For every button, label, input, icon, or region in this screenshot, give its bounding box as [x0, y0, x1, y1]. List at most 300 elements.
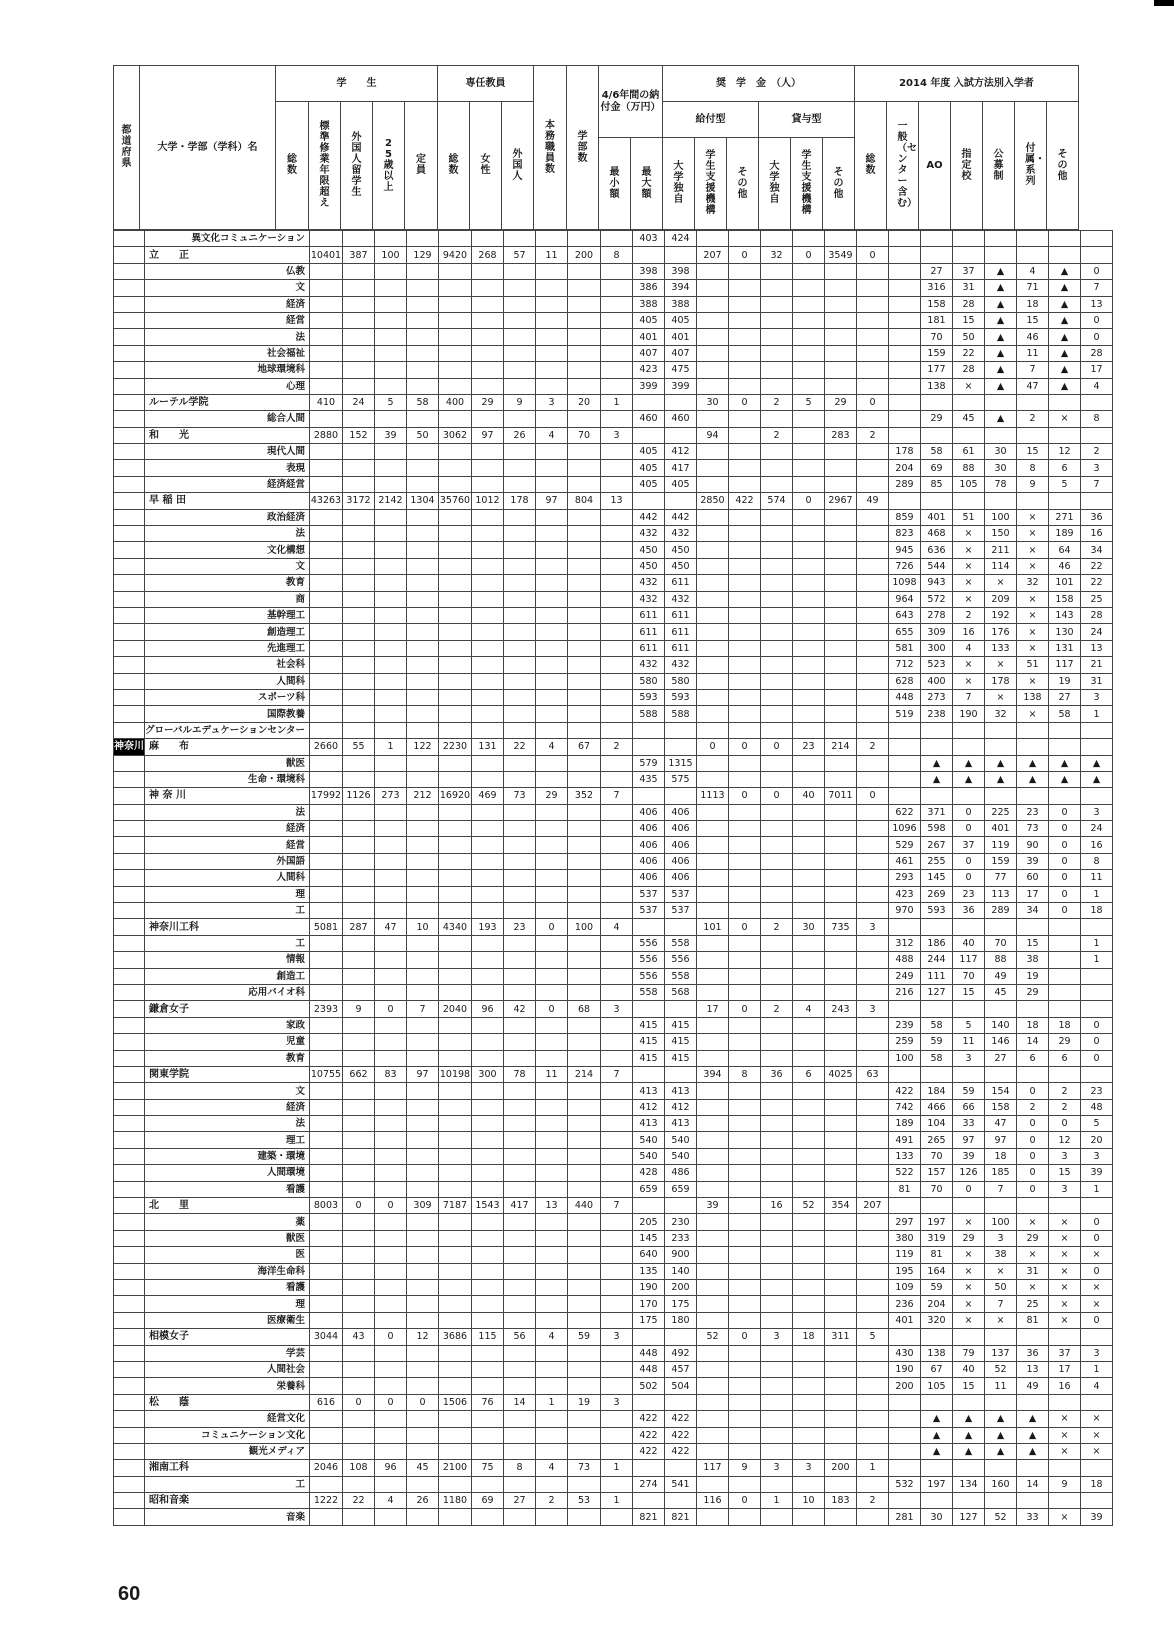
prefecture-cell — [114, 1198, 145, 1214]
data-cell — [792, 1427, 824, 1443]
data-cell — [406, 935, 438, 951]
data-cell — [374, 1443, 406, 1459]
data-cell — [856, 1099, 888, 1115]
data-cell — [567, 1214, 600, 1230]
data-cell: 13 — [535, 1198, 567, 1214]
data-cell — [471, 329, 503, 345]
data-cell: 405 — [632, 444, 664, 460]
data-cell — [920, 1329, 952, 1345]
data-cell: 289 — [984, 903, 1016, 919]
data-cell — [600, 542, 632, 558]
data-cell: 0 — [1048, 1116, 1080, 1132]
data-cell — [760, 673, 792, 689]
data-cell: 468 — [920, 526, 952, 542]
data-cell: 59 — [920, 1280, 952, 1296]
data-cell — [406, 1148, 438, 1164]
data-cell — [984, 427, 1016, 443]
data-cell: 406 — [632, 837, 664, 853]
data-cell — [952, 1198, 984, 1214]
data-cell — [760, 755, 792, 771]
department-row — [114, 1214, 1113, 1230]
data-cell: 3 — [1080, 689, 1112, 705]
data-cell — [792, 1476, 824, 1492]
data-cell — [888, 1198, 920, 1214]
data-cell — [824, 1116, 856, 1132]
data-cell — [309, 1099, 342, 1115]
data-cell — [309, 362, 342, 378]
data-cell — [600, 280, 632, 296]
data-cell — [535, 312, 567, 328]
data-cell: 432 — [664, 591, 696, 607]
data-cell — [503, 706, 535, 722]
department-name: 学芸 — [145, 1345, 310, 1361]
data-cell: 18 — [792, 1329, 824, 1345]
data-cell — [438, 1509, 471, 1525]
data-cell: 146 — [984, 1034, 1016, 1050]
data-cell — [824, 903, 856, 919]
data-cell: 556 — [664, 952, 696, 968]
data-cell: 48 — [1080, 1099, 1112, 1115]
data-cell — [696, 1411, 728, 1427]
data-cell: × — [1048, 1280, 1080, 1296]
data-cell: 406 — [632, 870, 664, 886]
data-cell: 51 — [1016, 657, 1048, 673]
department-name: 薬 — [145, 1214, 310, 1230]
data-cell — [309, 1361, 342, 1377]
data-cell: 3 — [535, 394, 567, 410]
data-cell — [406, 411, 438, 427]
data-cell — [374, 624, 406, 640]
data-cell: 7 — [952, 689, 984, 705]
data-cell: 423 — [632, 362, 664, 378]
data-cell — [600, 1247, 632, 1263]
staff-header: 本務職員数 — [534, 66, 567, 230]
data-cell: 17 — [1048, 1361, 1080, 1377]
department-name: 観光メディア — [145, 1443, 310, 1459]
data-cell: 81 — [920, 1247, 952, 1263]
data-cell — [374, 722, 406, 738]
data-cell: 39 — [1080, 1509, 1112, 1525]
data-cell — [374, 575, 406, 591]
data-cell — [342, 935, 374, 951]
data-cell: 47 — [374, 919, 406, 935]
data-cell — [856, 886, 888, 902]
data-cell — [535, 280, 567, 296]
data-cell — [309, 1083, 342, 1099]
data-cell — [342, 804, 374, 820]
data-cell — [632, 394, 664, 410]
data-cell — [374, 771, 406, 787]
data-cell — [567, 837, 600, 853]
data-cell: 522 — [888, 1165, 920, 1181]
data-cell: 413 — [632, 1083, 664, 1099]
data-cell — [342, 526, 374, 542]
data-cell — [792, 804, 824, 820]
department-name: 獣医 — [145, 1230, 310, 1246]
data-cell: 432 — [632, 526, 664, 542]
data-cell: 0 — [760, 739, 792, 755]
data-cell: 233 — [664, 1230, 696, 1246]
data-cell — [406, 755, 438, 771]
data-cell — [728, 1116, 760, 1132]
data-cell: 36 — [1080, 509, 1112, 525]
data-cell — [728, 1247, 760, 1263]
data-cell: × — [1048, 1247, 1080, 1263]
data-cell: 1 — [1080, 952, 1112, 968]
data-cell — [888, 1411, 920, 1427]
university-name: 神奈川工科 — [145, 919, 310, 935]
data-cell: 611 — [664, 640, 696, 656]
data-cell — [824, 657, 856, 673]
data-cell — [792, 509, 824, 525]
data-cell — [952, 247, 984, 263]
data-cell — [438, 673, 471, 689]
data-cell: 422 — [664, 1443, 696, 1459]
data-cell — [760, 476, 792, 492]
data-cell — [374, 1116, 406, 1132]
data-cell — [792, 1083, 824, 1099]
data-cell — [760, 444, 792, 460]
data-cell — [471, 526, 503, 542]
data-cell — [856, 1083, 888, 1099]
data-cell: 491 — [888, 1132, 920, 1148]
data-cell: 532 — [888, 1476, 920, 1492]
data-cell — [1016, 1198, 1048, 1214]
data-cell: 244 — [920, 952, 952, 968]
data-cell — [438, 1116, 471, 1132]
data-cell: × — [952, 1296, 984, 1312]
data-cell — [471, 1378, 503, 1394]
data-cell — [696, 1034, 728, 1050]
data-cell: × — [1016, 607, 1048, 623]
data-cell — [600, 1509, 632, 1525]
data-cell: 0 — [1080, 1263, 1112, 1279]
department-row — [114, 1509, 1113, 1525]
data-cell: 5081 — [309, 919, 342, 935]
data-cell — [792, 1034, 824, 1050]
data-cell: 53 — [567, 1493, 600, 1509]
data-cell — [728, 526, 760, 542]
prefecture-cell — [114, 558, 145, 574]
data-cell: 3172 — [342, 493, 374, 509]
data-cell — [856, 837, 888, 853]
data-cell — [438, 378, 471, 394]
data-cell — [792, 263, 824, 279]
data-cell — [952, 1066, 984, 1082]
data-cell — [374, 640, 406, 656]
data-cell — [984, 493, 1016, 509]
data-cell — [374, 444, 406, 460]
data-cell — [309, 312, 342, 328]
data-cell: 400 — [438, 394, 471, 410]
data-cell: 611 — [632, 624, 664, 640]
data-cell: 0 — [1016, 1165, 1048, 1181]
department-name: 人間科 — [145, 673, 310, 689]
data-cell — [824, 821, 856, 837]
data-cell — [1080, 427, 1112, 443]
data-cell — [664, 722, 696, 738]
data-cell: 387 — [342, 247, 374, 263]
data-cell: × — [1016, 542, 1048, 558]
data-cell: 380 — [888, 1230, 920, 1246]
data-cell — [792, 296, 824, 312]
data-cell — [600, 378, 632, 394]
data-cell: 1096 — [888, 821, 920, 837]
data-cell — [984, 1066, 1016, 1082]
data-cell — [696, 1280, 728, 1296]
data-cell: 293 — [888, 870, 920, 886]
data-cell: 410 — [309, 394, 342, 410]
data-cell: 2 — [856, 427, 888, 443]
data-cell: 394 — [664, 280, 696, 296]
data-cell — [567, 444, 600, 460]
data-cell: 450 — [632, 542, 664, 558]
data-cell — [952, 1460, 984, 1476]
data-cell — [438, 903, 471, 919]
data-cell — [471, 1263, 503, 1279]
data-cell — [792, 755, 824, 771]
data-cell — [567, 1230, 600, 1246]
data-cell — [888, 788, 920, 804]
data-cell — [728, 1034, 760, 1050]
data-cell — [792, 640, 824, 656]
data-cell: 6 — [792, 1066, 824, 1082]
prefecture-cell — [114, 296, 145, 312]
data-cell — [471, 263, 503, 279]
data-cell — [760, 624, 792, 640]
data-cell — [1048, 247, 1080, 263]
col-exam-general: 一般（センター含む） — [887, 102, 919, 230]
prefecture-cell — [114, 476, 145, 492]
data-cell — [374, 460, 406, 476]
data-cell — [600, 558, 632, 574]
data-cell — [471, 1476, 503, 1492]
data-cell — [374, 1296, 406, 1312]
data-cell — [856, 280, 888, 296]
data-cell — [824, 575, 856, 591]
data-cell — [760, 607, 792, 623]
data-cell: × — [952, 575, 984, 591]
data-cell: 5 — [1080, 1116, 1112, 1132]
data-cell: 1 — [1080, 935, 1112, 951]
data-cell: 823 — [888, 526, 920, 542]
data-cell: 190 — [952, 706, 984, 722]
department-name: 経営 — [145, 312, 310, 328]
data-cell: ▲ — [984, 1427, 1016, 1443]
data-cell — [342, 706, 374, 722]
data-cell: 45 — [406, 1460, 438, 1476]
data-cell — [792, 821, 824, 837]
data-cell: 67 — [567, 739, 600, 755]
department-row — [114, 1034, 1113, 1050]
prefecture-cell — [114, 1411, 145, 1427]
data-cell: 1098 — [888, 575, 920, 591]
data-cell — [728, 1198, 760, 1214]
data-cell — [438, 1427, 471, 1443]
data-cell — [406, 1427, 438, 1443]
department-row — [114, 624, 1113, 640]
data-cell — [535, 1132, 567, 1148]
data-cell — [792, 1165, 824, 1181]
data-cell — [567, 460, 600, 476]
department-name: 家政 — [145, 1017, 310, 1033]
prefecture-cell — [114, 493, 145, 509]
data-cell: 628 — [888, 673, 920, 689]
data-cell — [471, 1034, 503, 1050]
data-cell — [503, 312, 535, 328]
data-cell — [600, 1034, 632, 1050]
data-cell: 96 — [374, 1460, 406, 1476]
data-cell: 39 — [1016, 853, 1048, 869]
data-cell — [406, 952, 438, 968]
data-cell — [374, 968, 406, 984]
data-cell: 2967 — [824, 493, 856, 509]
data-cell — [824, 460, 856, 476]
data-cell: 104 — [920, 1116, 952, 1132]
data-cell — [856, 362, 888, 378]
department-name: 法 — [145, 329, 310, 345]
data-cell — [856, 607, 888, 623]
data-cell — [664, 247, 696, 263]
data-cell — [760, 378, 792, 394]
data-cell — [438, 624, 471, 640]
data-cell: 0 — [856, 394, 888, 410]
data-cell — [696, 837, 728, 853]
data-cell — [856, 1132, 888, 1148]
data-cell — [567, 1411, 600, 1427]
data-cell — [471, 607, 503, 623]
data-cell — [438, 853, 471, 869]
data-cell: 11 — [535, 247, 567, 263]
data-cell: 2100 — [438, 1460, 471, 1476]
data-cell — [696, 657, 728, 673]
data-cell — [600, 575, 632, 591]
data-cell — [728, 903, 760, 919]
data-cell — [792, 1312, 824, 1328]
data-cell — [760, 1280, 792, 1296]
data-cell — [309, 1280, 342, 1296]
data-cell: × — [952, 673, 984, 689]
data-cell — [760, 903, 792, 919]
data-cell — [471, 1017, 503, 1033]
data-cell: 197 — [920, 1214, 952, 1230]
data-cell — [920, 493, 952, 509]
data-cell: 3 — [1080, 1345, 1112, 1361]
prefecture-cell — [114, 1509, 145, 1525]
data-cell — [600, 1345, 632, 1361]
department-row — [114, 591, 1113, 607]
data-cell: 28 — [1080, 607, 1112, 623]
data-cell: 12 — [1048, 1132, 1080, 1148]
department-row — [114, 903, 1113, 919]
data-cell: 406 — [632, 853, 664, 869]
data-cell — [438, 591, 471, 607]
department-name: 社会科 — [145, 657, 310, 673]
data-cell — [888, 427, 920, 443]
data-cell — [309, 984, 342, 1000]
data-cell — [406, 575, 438, 591]
data-cell — [342, 1099, 374, 1115]
data-cell: 19 — [1048, 673, 1080, 689]
data-cell: 255 — [920, 853, 952, 869]
data-cell — [503, 460, 535, 476]
data-cell — [824, 1017, 856, 1033]
data-cell — [632, 739, 664, 755]
department-name: 理 — [145, 886, 310, 902]
data-cell — [567, 1361, 600, 1377]
data-cell — [309, 411, 342, 427]
data-cell — [438, 509, 471, 525]
data-cell: 943 — [920, 575, 952, 591]
data-cell — [728, 1165, 760, 1181]
data-cell: 406 — [664, 853, 696, 869]
data-cell: × — [984, 1263, 1016, 1279]
data-cell — [888, 755, 920, 771]
data-cell — [760, 1296, 792, 1312]
data-cell — [438, 1083, 471, 1099]
data-cell — [309, 460, 342, 476]
data-cell: 1 — [374, 739, 406, 755]
data-cell — [374, 1050, 406, 1066]
data-cell: 24 — [342, 394, 374, 410]
data-cell: ▲ — [1048, 755, 1080, 771]
data-cell: 42 — [503, 1001, 535, 1017]
data-cell — [567, 362, 600, 378]
col-faculty-female: 女性 — [470, 102, 502, 230]
data-cell — [792, 1361, 824, 1377]
data-cell — [309, 837, 342, 853]
data-cell — [856, 1247, 888, 1263]
data-cell — [728, 1132, 760, 1148]
data-cell — [309, 444, 342, 460]
data-cell — [792, 1230, 824, 1246]
data-cell: ▲ — [1048, 312, 1080, 328]
data-cell — [696, 706, 728, 722]
data-cell — [374, 1263, 406, 1279]
data-cell: 15 — [952, 312, 984, 328]
data-cell — [760, 935, 792, 951]
data-cell — [567, 1263, 600, 1279]
data-cell: ▲ — [1080, 755, 1112, 771]
data-cell — [438, 476, 471, 492]
university-row — [114, 788, 1113, 804]
data-cell: 859 — [888, 509, 920, 525]
data-cell: 659 — [632, 1181, 664, 1197]
data-cell — [374, 1476, 406, 1492]
data-cell — [374, 509, 406, 525]
data-cell — [792, 280, 824, 296]
data-cell — [406, 1443, 438, 1459]
data-cell: 0 — [374, 1198, 406, 1214]
prefecture-cell — [114, 1361, 145, 1377]
data-cell — [1080, 394, 1112, 410]
data-cell: × — [1048, 1509, 1080, 1525]
data-cell — [984, 231, 1016, 247]
data-cell: 1113 — [696, 788, 728, 804]
department-name: 児童 — [145, 1034, 310, 1050]
data-cell — [567, 378, 600, 394]
data-cell — [309, 804, 342, 820]
data-cell — [920, 427, 952, 443]
data-cell — [406, 1280, 438, 1296]
data-cell — [1016, 427, 1048, 443]
data-cell — [567, 1132, 600, 1148]
data-cell: 0 — [728, 739, 760, 755]
data-cell: 579 — [632, 755, 664, 771]
data-cell — [792, 624, 824, 640]
data-cell — [600, 1165, 632, 1181]
data-cell — [503, 378, 535, 394]
